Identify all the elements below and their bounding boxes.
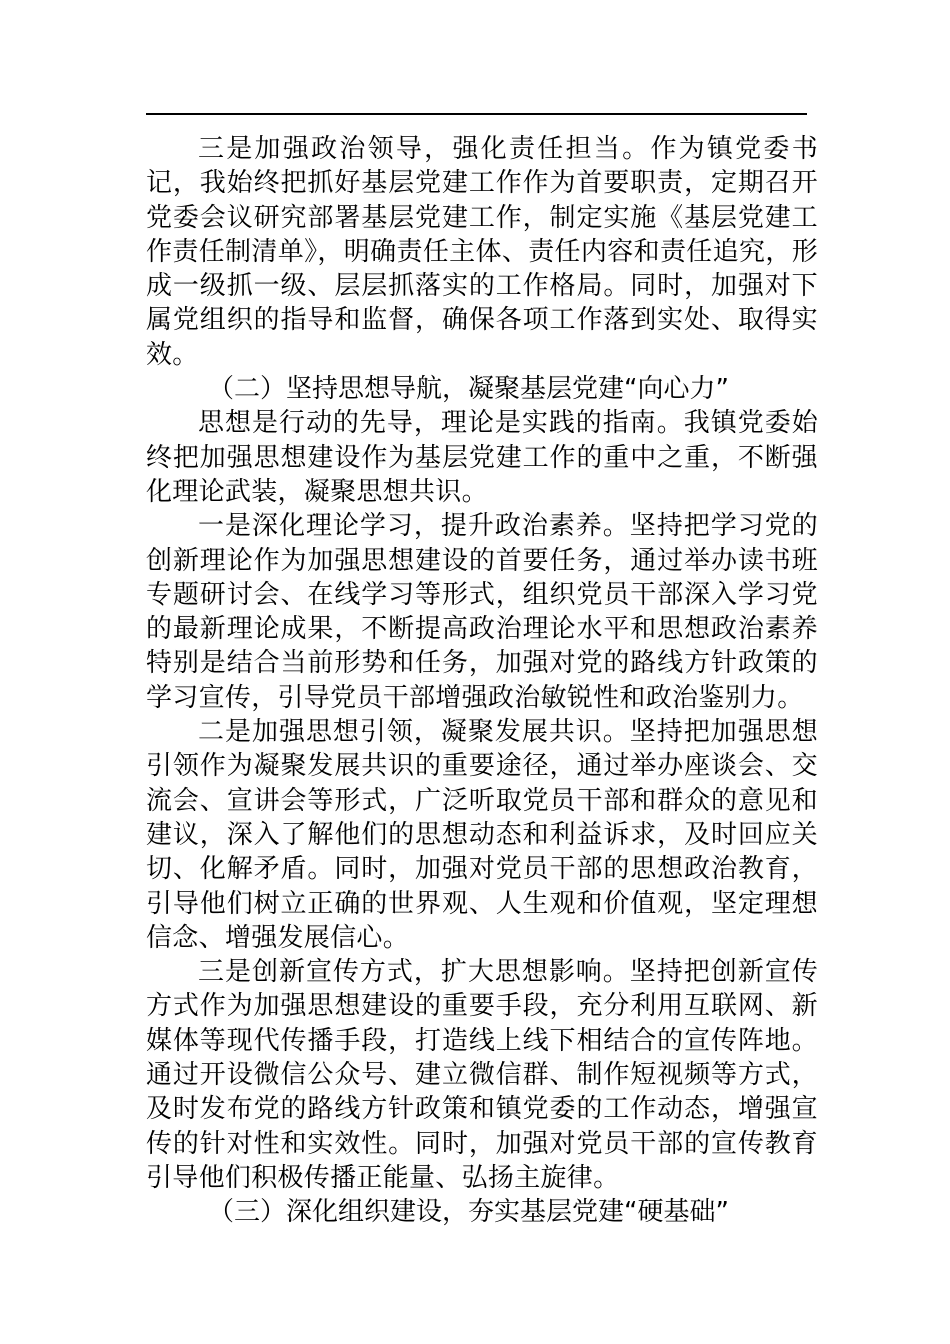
section-heading-3: （三）深化组织建设，夯实基层党建“硬基础”	[208, 1197, 729, 1228]
paragraph-leadership: 三是加强政治领导，强化责任担当。作为镇党委书记，我始终把抓好基层党建工作作为首要职责，定期召开党委会议研究部署基层党建工作，制定实施《基层党建工作责任制清单》，明确责任主体、责任内容和责任追究，形成一级抓一级、层层抓落实的工作格局。同时，加强对下属党组织的指导和监督，确保各项工作落到实处、取得实效。	[146, 134, 818, 370]
paragraph-publicity: 三是创新宣传方式，扩大思想影响。坚持把创新宣传方式作为加强思想建设的重要手段，充分利用互联网、新媒体等现代传播手段，打造线上线下相结合的宣传阵地。通过开设微信公众号、建立微信群、制作短视频等方式，及时发布党的路线方针政策和镇党委的工作动态，增强宣传的针对性和实效性。同时，加强对党员干部的宣传教育引导他们积极传播正能量、弘扬主旋律。	[146, 957, 818, 1193]
section-heading-2: （二）坚持思想导航，凝聚基层党建“向心力”	[208, 374, 729, 405]
document-body	[146, 132, 818, 1230]
paragraph-thought-guidance: 二是加强思想引领，凝聚发展共识。坚持把加强思想引领作为凝聚发展共识的重要途径，通过举办座谈会、交流会、宣讲会等形式，广泛听取党员干部和群众的意见和建议，深入了解他们的思想动态和利益诉求，及时回应关切、化解矛盾。同时，加强对党员干部的思想政治教育，引导他们树立正确的世界观、人生观和价值观，坚定理想信念、增强发展信心。	[146, 717, 818, 953]
paragraph-thought-intro: 思想是行动的先导，理论是实践的指南。我镇党委始终把加强思想建设作为基层党建工作的重中之重，不断强化理论武装，凝聚思想共识。	[146, 408, 818, 507]
paragraph-theory-study: 一是深化理论学习，提升政治素养。坚持把学习党的创新理论作为加强思想建设的首要任务，通过举办读书班专题研讨会、在线学习等形式，组织党员干部深入学习党的最新理论成果，不断提高政治理论水平和思想政治素养特别是结合当前形势和任务，加强对党的路线方针政策的学习宣传，引导党员干部增强政治敏锐性和政治鉴别力。	[146, 511, 818, 713]
header-rule	[146, 113, 807, 115]
